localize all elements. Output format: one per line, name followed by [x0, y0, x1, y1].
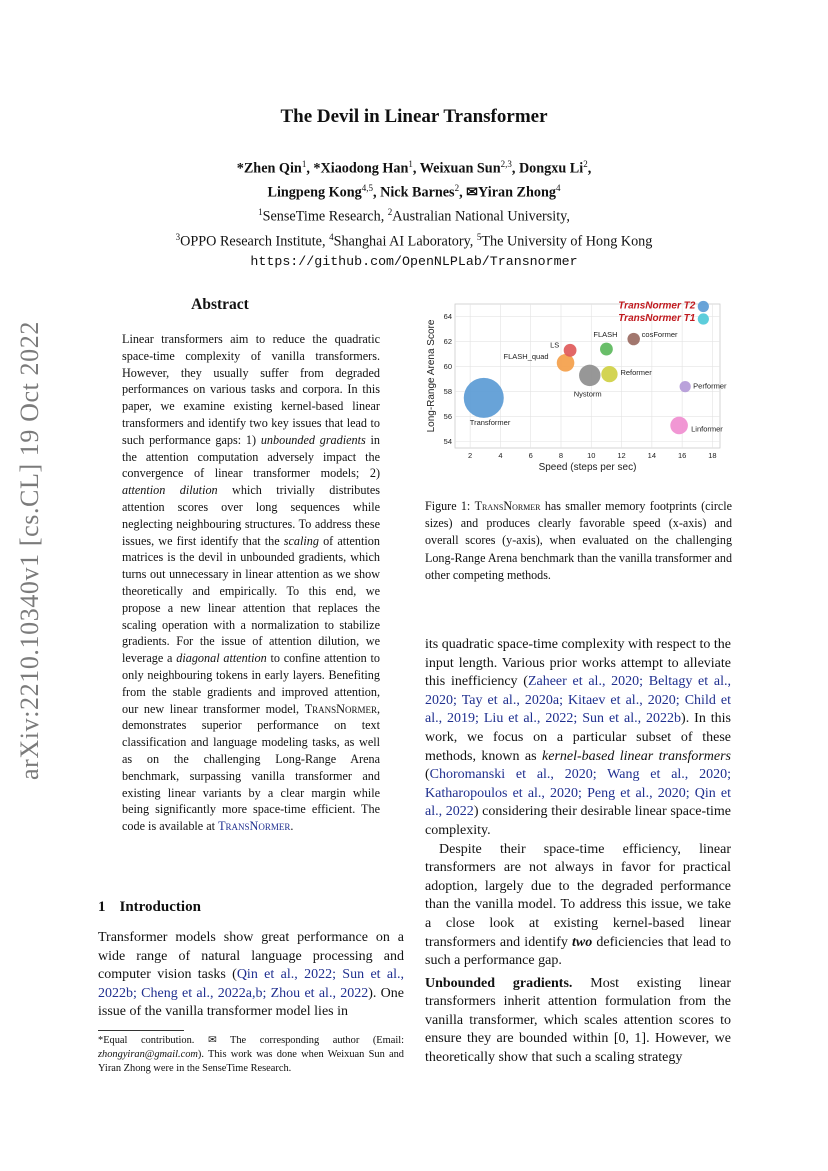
footnote-rule: [98, 1030, 184, 1031]
y-axis-label: Long-Range Arena Score: [426, 319, 437, 433]
bubble-transformer: [464, 378, 504, 418]
paragraph: Despite their space-time efficiency, linear transformers are not always in favor for practical adoption, largely due to the degraded performance than the vanilla model. To address this issue, we take a close look at existing kernel-based linear transformers and identify two deficiencies that lead to such a performance gap.: [425, 841, 731, 969]
x-tick-label: 18: [708, 451, 717, 460]
point-label: FLASH_quad: [503, 351, 549, 361]
point-label: TransNormer T1: [618, 313, 696, 325]
intro-paragraph: Transformer models show great performance on a wide range of natural language processing and computer vision tasks (Qin et al., 2022; Sun et al., 2022b; Cheng et al., 2022a,b; Zhou et al., 2022). One issue of the vanilla transformer model lies in: [98, 930, 404, 1020]
y-tick-label: 64: [443, 312, 452, 322]
affiliations-line-2: $^3$OPPO Research Institute, $^4$Shanghai AI Laboratory, $^5$The University of Hong Kong: [175, 231, 653, 250]
point-label: FLASH: [593, 330, 618, 340]
bubble-nystorm: [579, 365, 600, 386]
authors-line-2: Lingpeng Kong$^{4,5}$, Nick Barnes$^2$, ✉Yiran Zhong$^4$: [267, 183, 561, 201]
y-tick-label: 60: [443, 362, 452, 372]
point-label: TransNormer T2: [618, 300, 696, 312]
y-tick-label: 56: [443, 412, 452, 422]
x-axis-label: Speed (steps per sec): [538, 462, 637, 473]
bubble-transnormer-t2: [698, 301, 709, 312]
abstract-heading: Abstract: [191, 296, 249, 313]
section-heading-introduction: 1 Introduction: [98, 899, 201, 915]
affiliations-line-1: $^1$SenseTime Research, $^2$Australian National University,: [258, 207, 570, 226]
code-link[interactable]: TransNormer: [218, 819, 291, 834]
bubble-performer: [680, 381, 691, 392]
speed-score-chart: [425, 300, 733, 478]
x-tick-label: 10: [587, 451, 596, 460]
bubble-linformer: [670, 417, 688, 435]
y-tick-label: 62: [443, 337, 452, 347]
x-tick-label: 14: [647, 451, 657, 460]
x-tick-label: 6: [528, 451, 533, 460]
paragraph: its quadratic space-time complexity with respect to the input length. Various prior works attempt to alleviate this inefficiency (Zaheer et al., 2020; Beltagy et al., 2020; Tay et al., 2020a; Kitaev et al., 2020; Child et al., 2019; Liu et al., 2022; Sun et al., 2022b). In this work, we focus on a particular subset of these methods, known as kernel-based linear transformers (Choromanski et al., 2020; Wang et al., 2020; Katharopoulos et al., 2020; Peng et al., 2020; Qin et al., 2022) considering their desirable linear space-time complexity.: [425, 637, 731, 838]
x-tick-label: 16: [677, 451, 687, 460]
citation-link[interactable]: Zaheer et al., 2020; Beltagy et al., 2020; Tay et al., 2020a; Kitaev et al., 2020; Child et al., 2019; Liu et al., 2022; Sun et al., 2022b: [425, 674, 731, 727]
abstract-body: Linear transformers aim to reduce the quadratic space-time complexity of vanilla transformers. However, they usually suffer from degraded performances on various tasks and corpora. In this paper, we examine existing kernel-based linear transformers and identify two key issues that lead to such performance gaps: 1) unbounded gradients in the attention computation adversely impact the convergence of linear transformer models; 2) attention dilution which trivially distributes attention scores over long sequences while neglecting neighbouring structures. To address these issues, we first identify that the scaling of attention matrices is the devil in unbounded gradients, which turns out unnecessary in linear attention as we show theoretically and empirically. To this end, we propose a new linear attention that replaces the scaling operation with a normalization to stabilize gradients. For the issue of attention dilution, we leverage a diagonal attention to confine attention to only neighbouring tokens in early layers. Benefiting from the stable gradients and improved attention, our new linear transformer model, TransNormer, demonstrates superior performance on text classification and language modeling tasks, as well as on the challenging Long-Range Arena benchmark, surpassing vanilla transformer and existing linear variants by a clear margin while being significantly more space-time efficient. The code is available at TransNormer.: [122, 332, 381, 834]
paragraph: Unbounded gradients. Most existing linear transformers inherit attention formulation from the vanilla transformer, which scales attention scores to ensure they are bounded within [0, 1]. However, we theoretically show that such a scaling strategy: [425, 975, 731, 1066]
arxiv-stamp: arXiv:2210.10340v1 [cs.CL] 19 Oct 2022: [15, 321, 44, 780]
x-tick-label: 2: [468, 451, 473, 460]
bubble-flash: [600, 343, 613, 356]
figure-caption: Figure 1: TransNormer has smaller memory footprints (circle sizes) and produces clearly favorable speed (x-axis) and overall scores (y-axis), when evaluated on the challenging Long-Range Arena benchmark than the vanilla transformer and other competing methods.: [425, 499, 733, 582]
y-tick-label: 58: [443, 387, 452, 397]
citation-link[interactable]: Choromanski et al., 2020; Wang et al., 2020; Katharopoulos et al., 2020; Peng et al., 2020; Qin et al., 2022: [425, 767, 731, 820]
bubble-reformer: [601, 366, 617, 382]
point-label: Nystorm: [573, 389, 602, 399]
point-label: Reformer: [620, 368, 652, 378]
point-label: Transformer: [469, 417, 511, 427]
point-label: LS: [550, 340, 560, 350]
repo-url[interactable]: https://github.com/OpenNLPLab/Transnormer: [250, 253, 578, 269]
bubble-ls: [564, 344, 577, 357]
x-tick-label: 8: [558, 451, 564, 460]
point-label: Linformer: [691, 424, 723, 434]
x-tick-label: 12: [617, 451, 626, 460]
right-column-body: [425, 636, 731, 1068]
bubble-flash-quad: [557, 354, 575, 372]
bubble-cosformer: [627, 333, 639, 345]
authors-line-1: *Zhen Qin$^1$, *Xiaodong Han$^1$, Weixuan Sun$^{2,3}$, Dongxu Li$^2$,: [236, 159, 592, 177]
point-label: Performer: [693, 381, 727, 391]
bubble-transnormer-t1: [698, 313, 709, 324]
citation-link[interactable]: Qin et al., 2022; Sun et al., 2022b; Cheng et al., 2022a,b; Zhou et al., 2022: [98, 967, 404, 1001]
paper-title: The Devil in Linear Transformer: [280, 106, 548, 127]
x-tick-label: 4: [498, 451, 503, 460]
y-tick-label: 54: [443, 437, 452, 447]
point-label: cosFormer: [641, 330, 678, 340]
footnote: *Equal contribution. ✉ The corresponding author (Email: zhongyiran@gmail.com). This work was done when Weixuan Sun and Yiran Zhong were in the SenseTime Research.: [98, 1035, 404, 1074]
author-block: [80, 155, 748, 271]
